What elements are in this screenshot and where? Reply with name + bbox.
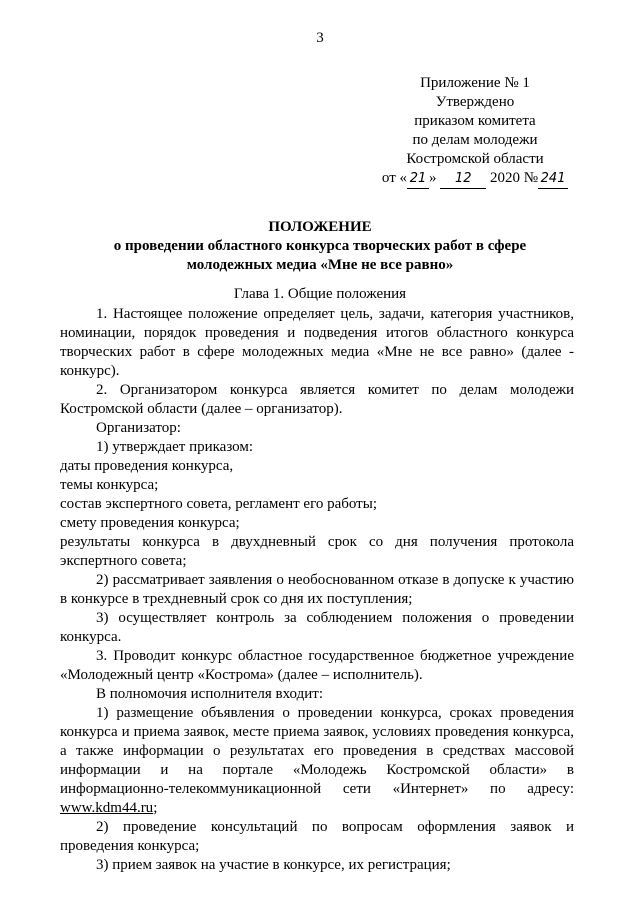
paragraph-11: 3) осуществляет контроль за соблюдением положения о проведении конкурса. — [60, 610, 574, 645]
kdm44-link[interactable]: www.kdm44.ru — [60, 800, 154, 816]
title-line-1: ПОЛОЖЕНИЕ — [268, 219, 372, 235]
date-day-handwritten: 21 — [407, 169, 429, 189]
paragraph-8: смету проведения конкурса; — [60, 515, 240, 531]
paragraph-2: 2. Организатором конкурса является комитет по делам молодежи Костромской области (далее – организатор). — [60, 382, 574, 417]
date-prefix: от « — [381, 170, 408, 186]
paragraph-1: 1. Настоящее положение определяет цель, задачи, категория участников, номинации, порядок проведения и подведения итогов областного конкурса творческих работ в сфере молодежных медиа «Мне не все равно» (далее - конкурс). — [60, 306, 574, 379]
paragraph-4: 1) утверждает приказом: — [96, 439, 254, 455]
appendix-line-4: по делам молодежи — [412, 132, 538, 148]
paragraph-14-text: 1) размещение объявления о проведении конкурса, сроках проведения конкурса и приема заявок, месте приема заявок, условиях проведения конкурса, а также информации о результатах его проведения в средствах массовой информации и на портале «Молодежь Костромской области» в информационно-телекоммуникационной сети «Интернет» по адресу: — [60, 705, 574, 797]
paragraph-6: темы конкурса; — [60, 477, 159, 493]
appendix-block — [375, 74, 575, 189]
order-number-handwritten: 241 — [538, 169, 568, 189]
paragraph-5: даты проведения конкурса, — [60, 458, 234, 474]
title-line-3: молодежных медиа «Мне не все равно» — [186, 257, 454, 273]
date-year: 2020 № — [490, 170, 539, 186]
date-month-handwritten: 12 — [440, 169, 486, 189]
paragraph-7: состав экспертного совета, регламент его работы; — [60, 496, 377, 512]
appendix-line-5: Костромской области — [406, 151, 544, 167]
paragraph-15: 2) проведение консультаций по вопросам оформления заявок и проведения конкурса; — [60, 819, 574, 854]
chapter-heading: Глава 1. Общие положения — [233, 286, 407, 302]
appendix-date-line — [375, 169, 575, 189]
paragraph-13: В полномочия исполнителя входит: — [96, 686, 323, 702]
appendix-line-2: Утверждено — [435, 94, 515, 110]
appendix-line-1: Приложение № 1 — [420, 75, 530, 91]
paragraph-3: Организатор: — [96, 420, 181, 436]
title-line-2: о проведении областного конкурса творческих работ в сфере — [113, 238, 527, 254]
paragraph-14 — [60, 704, 574, 818]
date-quote-close: » — [429, 170, 437, 186]
paragraph-16: 3) прием заявок на участие в конкурсе, их регистрация; — [96, 857, 451, 873]
appendix-line-3: приказом комитета — [414, 113, 536, 129]
paragraph-14-end: ; — [153, 800, 158, 816]
document-title — [60, 218, 580, 275]
document-body — [60, 305, 574, 875]
paragraph-9: результаты конкурса в двухдневный срок со дня получения протокола экспертного совета; — [60, 534, 574, 569]
paragraph-10: 2) рассматривает заявления о необоснованном отказе в допуске к участию в конкурсе в трехдневный срок со дня их поступления; — [60, 572, 574, 607]
page-number: 3 — [316, 30, 324, 46]
paragraph-12: 3. Проводит конкурс областное государственное бюджетное учреждение «Молодежный центр «Кострома» (далее – исполнитель). — [60, 648, 574, 683]
